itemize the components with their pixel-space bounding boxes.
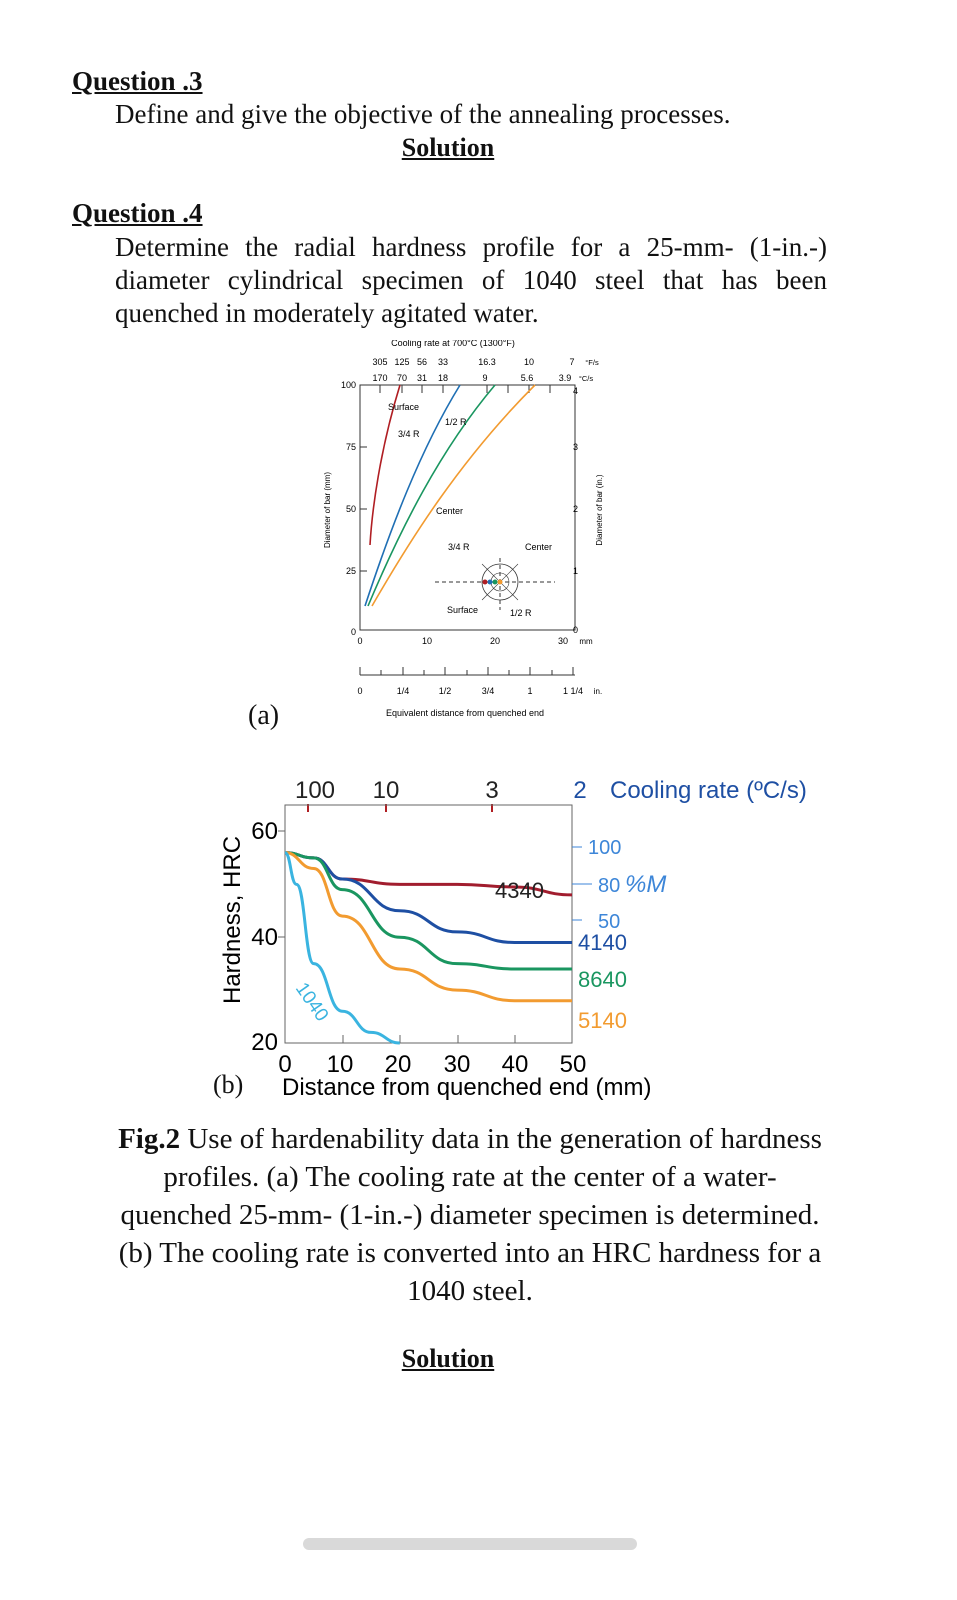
fig-a-bottom-tick-in: 1/2 xyxy=(438,686,452,696)
fig-a-right-axis-label: Diameter of bar (in.) xyxy=(595,474,604,546)
fig-a-top-unit-c: °C/s xyxy=(578,374,594,383)
annotation-center-left: Center xyxy=(436,506,464,516)
fig-b-x-axis-label: Distance from quenched end (mm) xyxy=(282,1074,652,1100)
fig-a-top-tick-c: 3.9 xyxy=(558,373,572,383)
annotation-three-quarter-r-mid: 3/4 R xyxy=(448,542,470,552)
solution-heading-q3: Solution xyxy=(401,133,495,162)
fig-a-left-tick: 0 xyxy=(350,627,356,637)
fig-a-top-ticks-f xyxy=(372,357,598,367)
fig-b-x-tick: 10 xyxy=(326,1051,354,1078)
series-label-4140: 4140 xyxy=(578,930,627,955)
question-3-heading: Question .3 xyxy=(72,66,203,96)
fig-a-top-tick-f: 7 xyxy=(569,357,575,367)
fig-a-bottom-ticks-in xyxy=(357,686,602,696)
fig-a-top-tick-f: 56 xyxy=(416,357,428,367)
question-4-heading: Question .4 xyxy=(72,198,203,228)
fig-b-top-axis-label: Cooling rate (ºC/s) xyxy=(610,777,807,804)
fig-a-top-tick-f: 10 xyxy=(523,357,535,367)
fig-b-top-tick: 100 xyxy=(294,777,336,804)
fig-a-bottom-tick-mm: 20 xyxy=(489,636,501,646)
fig-a-right-tick: 4 xyxy=(573,386,579,396)
fig-a-right-tick: 1 xyxy=(573,566,579,576)
question-3-text: Define and give the objective of the annealing processes. xyxy=(115,99,731,129)
fig-a-bottom-tick-in: 0 xyxy=(357,686,363,696)
fig-b-y-tick: 60 xyxy=(251,818,278,845)
fig-b-x-tick: 20 xyxy=(384,1051,412,1078)
caption-figure-number: Fig.2 xyxy=(118,1123,181,1155)
fig-b-y-ticks xyxy=(251,818,278,1056)
martensite-tick: 50 xyxy=(598,911,621,933)
fig-a-right-tick: 2 xyxy=(573,504,579,514)
fig-a-top-tick-c: 18 xyxy=(437,373,449,383)
fig-a-bottom-tick-mm: 0 xyxy=(357,636,363,646)
fig-b-x-tick: 30 xyxy=(443,1051,471,1078)
fig-a-top-title: Cooling rate at 700°C (1300°F) xyxy=(391,340,515,348)
fig-a-bottom-tick-mm: 30 xyxy=(557,636,569,646)
fig-a-bottom-tick-mm: 10 xyxy=(421,636,433,646)
figure-a-label: (a) xyxy=(248,700,280,731)
fig-a-curve-half-r xyxy=(368,385,495,606)
figure-a-chart xyxy=(320,340,610,720)
fig-a-top-tick-c: 9 xyxy=(482,373,488,383)
fig-a-bottom-tick-in: 1 xyxy=(527,686,533,696)
fig-a-bottom-unit-in: in. xyxy=(593,687,603,696)
question-4-text: Determine the radial hardness profile for a 25-mm- (1-in.-) diameter cylindrical specimen of 1040 steel that has been quenched in moderately agitated water. xyxy=(115,232,827,328)
fig-b-x-tick: 40 xyxy=(501,1051,529,1078)
fig-a-top-tick-marks xyxy=(380,385,550,393)
fig-a-top-tick-c: 70 xyxy=(396,373,408,383)
figure-b-label: (b) xyxy=(213,1070,244,1099)
fig-a-top-tick-c: 5.6 xyxy=(520,373,534,383)
fig-a-left-tick: 25 xyxy=(345,566,356,576)
fig-a-top-tick-f: 125 xyxy=(394,357,410,367)
fig-a-inch-scale xyxy=(360,667,575,675)
martensite-tick: 100 xyxy=(588,837,622,859)
fig-b-top-tick: 2 xyxy=(573,777,587,804)
fig-a-left-ticks xyxy=(341,380,356,637)
fig-a-left-axis-label: Diameter of bar (mm) xyxy=(323,471,332,549)
fig-a-bottom-tick-in: 3/4 xyxy=(481,686,495,696)
fig-b-y-tick: 40 xyxy=(251,924,278,951)
martensite-tick: 80 xyxy=(598,875,621,897)
annotation-center-right: Center xyxy=(525,542,553,552)
fig-a-right-ticks xyxy=(573,386,578,635)
home-indicator[interactable] xyxy=(303,1538,637,1550)
fig-b-top-tick: 10 xyxy=(372,777,400,804)
fig-a-x-axis-label: Equivalent distance from quenched end xyxy=(385,708,545,718)
martensite-label: %M xyxy=(625,871,667,898)
fig-a-left-tick: 75 xyxy=(345,442,356,452)
annotation-surface-bottom: Surface xyxy=(447,605,479,615)
annotation-half-r-top: 1/2 R xyxy=(445,417,467,427)
fig-a-top-unit-f: °F/s xyxy=(585,358,599,367)
series-label-4340: 4340 xyxy=(495,878,544,903)
fig-a-top-ticks-c xyxy=(372,373,593,383)
series-line-1040 xyxy=(285,853,400,1043)
fig-a-cross-section xyxy=(435,558,555,610)
fig-b-y-axis-label: Hardness, HRC xyxy=(219,835,246,1005)
fig-a-plot-frame xyxy=(360,385,575,630)
fig-a-bottom-ticks-mm xyxy=(357,636,593,646)
annotation-surface-top: Surface xyxy=(388,402,420,412)
caption-text: Use of hardenability data in the generation of hardness profiles. (a) The cooling rate at the center of a water-quenched 25-mm- (1-in.-) diameter specimen is determined. (b) The cooling rate is converted into an HRC hardness for a 1040 steel. xyxy=(118,1123,822,1307)
fig-a-top-tick-f: 16.3 xyxy=(478,357,496,367)
fig-a-top-tick-f: 33 xyxy=(437,357,449,367)
series-label-8640: 8640 xyxy=(578,967,627,992)
fig-a-right-tick: 3 xyxy=(573,442,579,452)
fig-a-top-tick-c: 170 xyxy=(372,373,388,383)
fig-a-top-tick-f: 305 xyxy=(372,357,388,367)
fig-a-bottom-tick-in: 1 1/4 xyxy=(562,686,584,696)
fig-a-top-tick-c: 31 xyxy=(416,373,428,383)
fig-b-top-tick: 3 xyxy=(485,777,499,804)
fig-b-martensite-scale xyxy=(572,837,666,933)
series-label-1040: 1040 xyxy=(290,978,333,1026)
fig-b-x-tick: 50 xyxy=(559,1051,587,1078)
fig-a-right-tick: 0 xyxy=(573,625,579,635)
fig-a-left-tick: 100 xyxy=(340,380,356,390)
annotation-three-quarter-r-top: 3/4 R xyxy=(398,429,420,439)
solution-heading-q4: Solution xyxy=(401,1344,495,1373)
fig-b-x-tick: 0 xyxy=(278,1051,292,1078)
fig-a-left-tick: 50 xyxy=(345,504,356,514)
annotation-half-r-bottom: 1/2 R xyxy=(510,608,532,618)
series-label-5140: 5140 xyxy=(578,1008,627,1033)
fig-a-left-tick-marks xyxy=(360,447,367,571)
fig-a-bottom-unit-mm: mm xyxy=(579,637,593,646)
figure-b-chart xyxy=(200,770,820,1100)
fig-b-top-ticks xyxy=(295,777,587,804)
fig-a-bottom-tick-in: 1/4 xyxy=(396,686,410,696)
fig-b-y-tick: 20 xyxy=(251,1029,278,1056)
figure-caption xyxy=(110,1120,830,1310)
